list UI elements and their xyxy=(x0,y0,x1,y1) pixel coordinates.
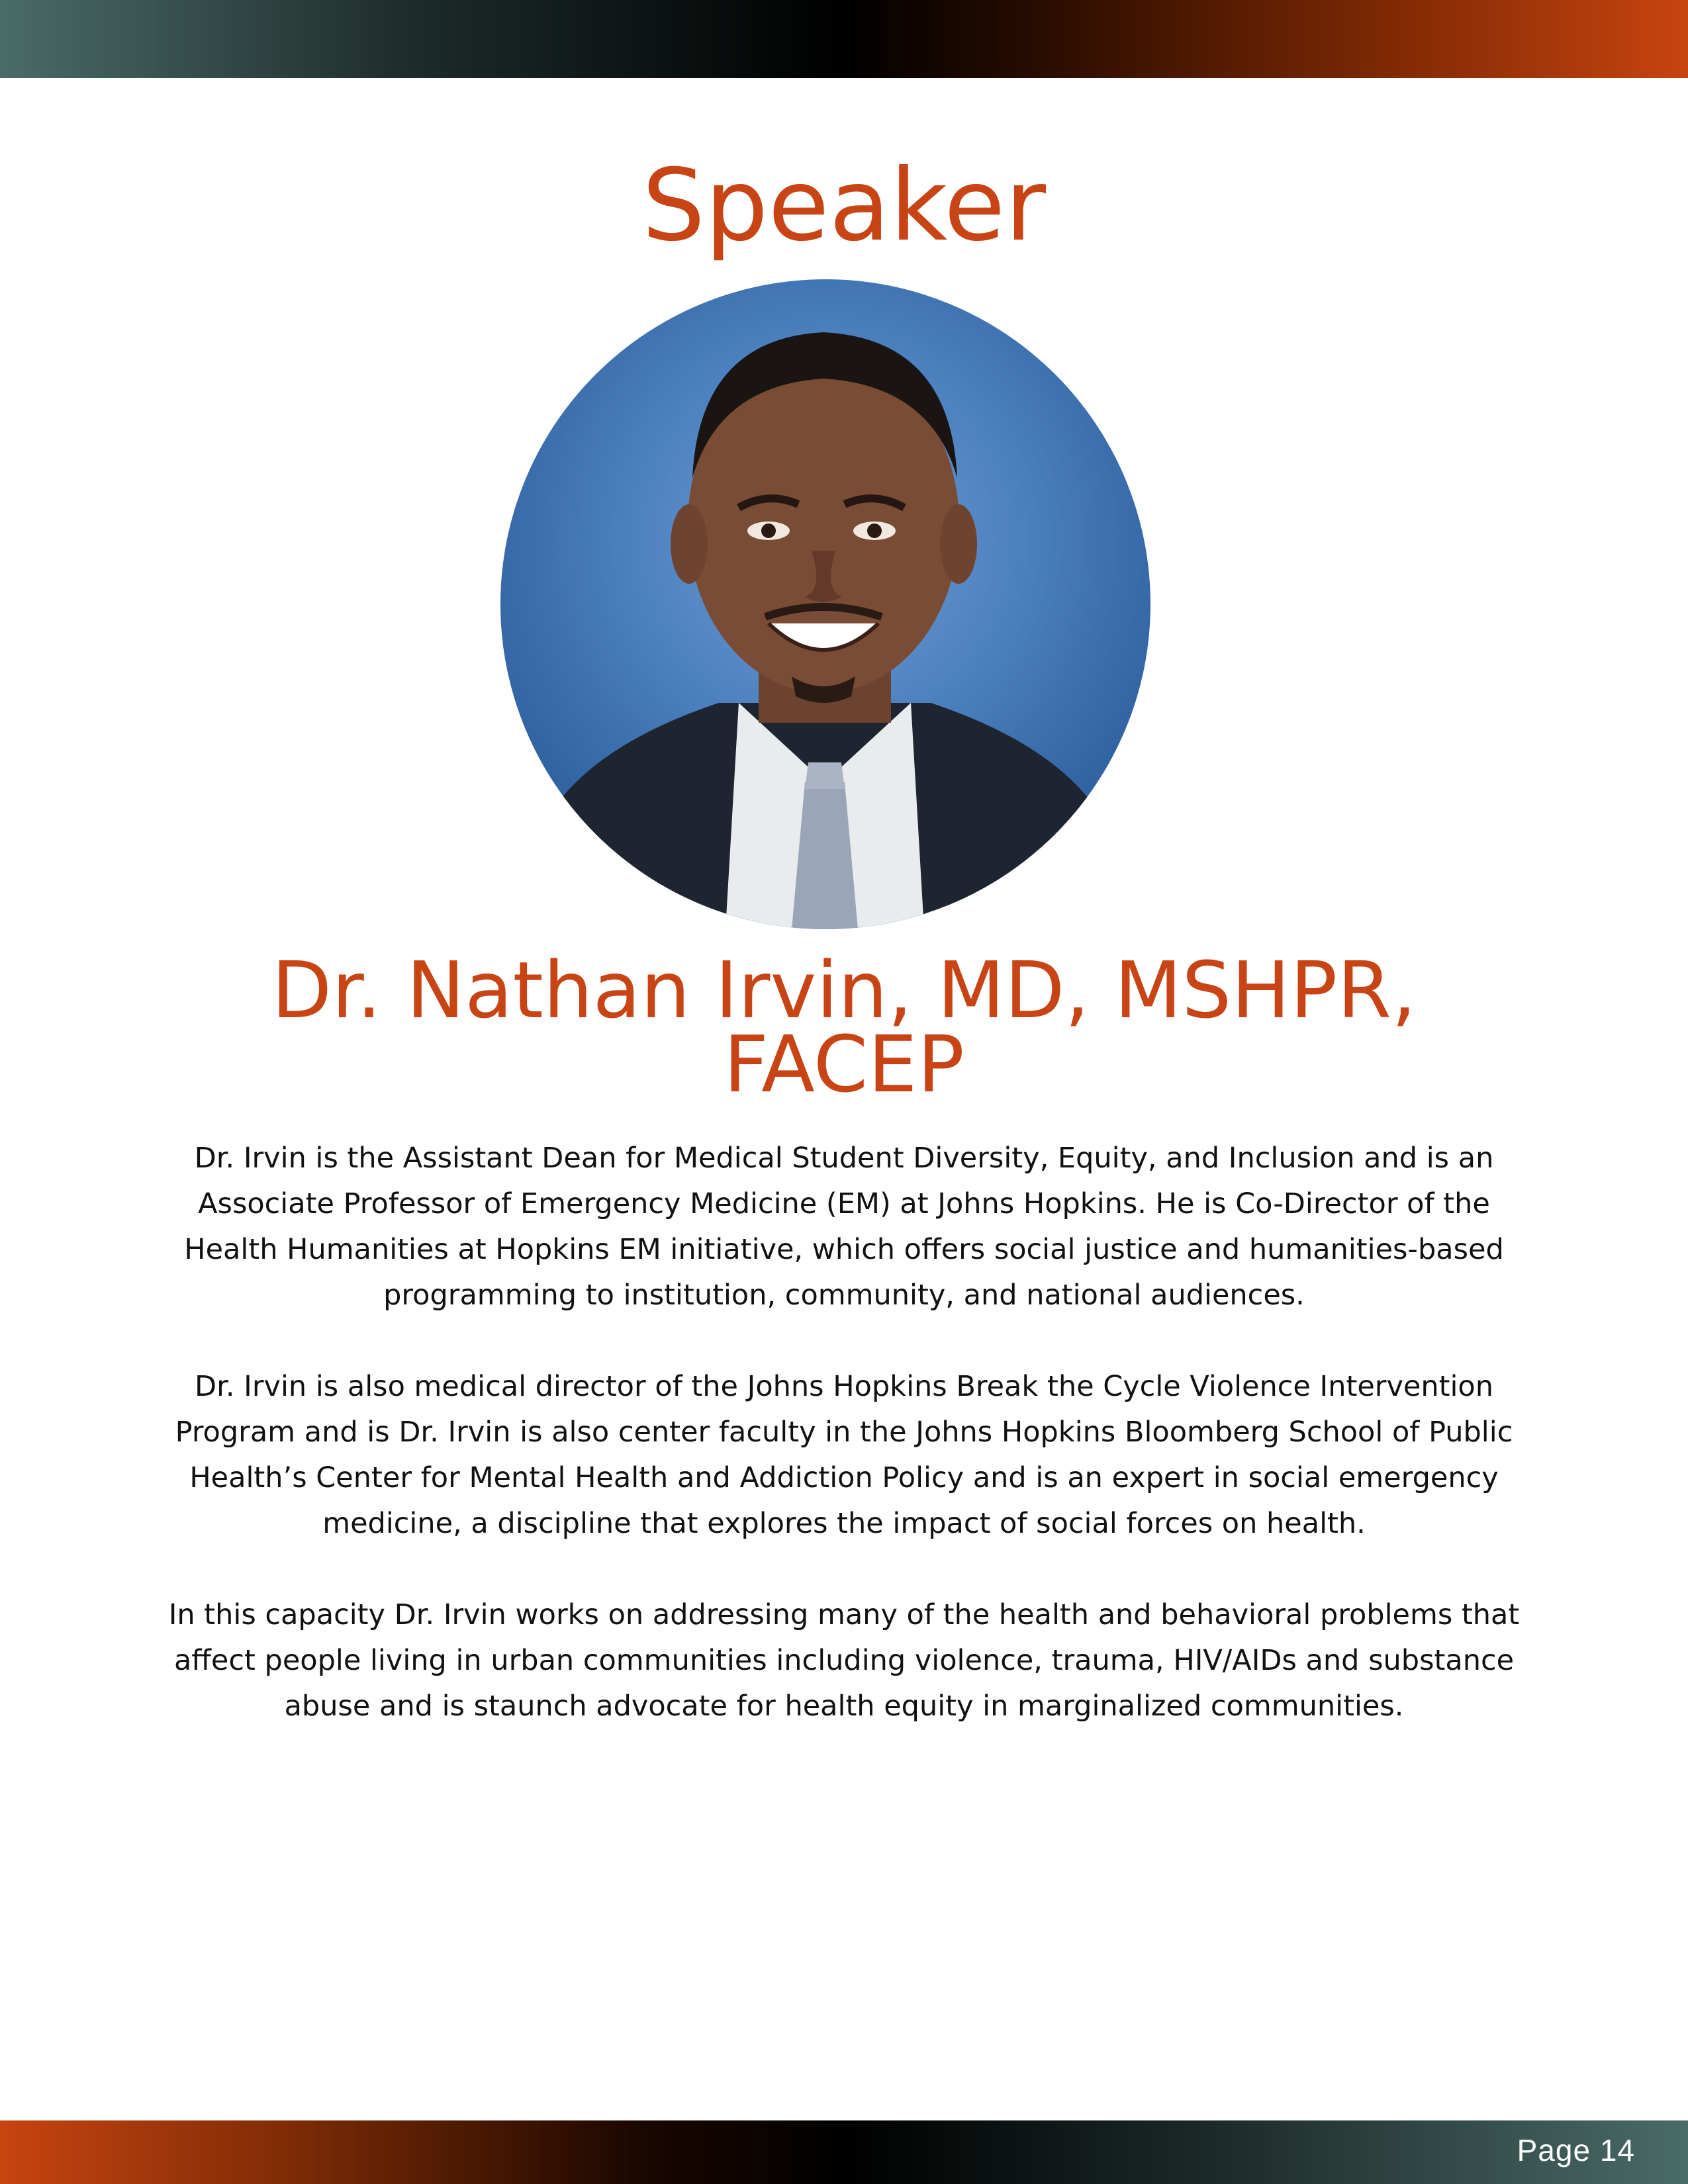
page-title: Speaker xyxy=(641,148,1047,263)
bio-paragraph-2: Dr. Irvin is also medical director of the Johns Hopkins Break the Cycle Violence Intervention Program and is Dr. Irvin is also center faculty in the Johns Hopkins Bloomberg School of Public Health’s Center for Mental Health and Addiction Policy and is an expert in social emergency medicine, a discipline that explores the impact of social forces on health. xyxy=(175,1370,1513,1540)
bio-paragraph-1: Dr. Irvin is the Assistant Dean for Medical Student Diversity, Equity, and Inclusion and is an Associate Professor of Emergency Medicine (EM) at Johns Hopkins. He is Co-Director of the Health Humanities at Hopkins EM initiative, which offers social justice and humanities-based programming to institution, community, and national audiences. xyxy=(184,1142,1504,1312)
speaker-name-line2: FACEP xyxy=(724,1019,964,1110)
header-band xyxy=(0,0,1688,78)
speaker-bio xyxy=(159,1136,1529,1775)
page-number: Page 14 xyxy=(1517,2133,1635,2167)
footer-band xyxy=(0,2120,1688,2184)
bio-paragraph-3: In this capacity Dr. Irvin works on addressing many of the health and behavioral problems that affect people living in urban communities including violence, trauma, HIV/AIDs and substance abuse and is staunch advocate for health equity in marginalized communities. xyxy=(168,1598,1520,1723)
speaker-name-line1: Dr. Nathan Irvin, MD, MSHPR, xyxy=(271,944,1417,1036)
speaker-name xyxy=(0,944,1688,1110)
speaker-photo xyxy=(500,279,1150,929)
